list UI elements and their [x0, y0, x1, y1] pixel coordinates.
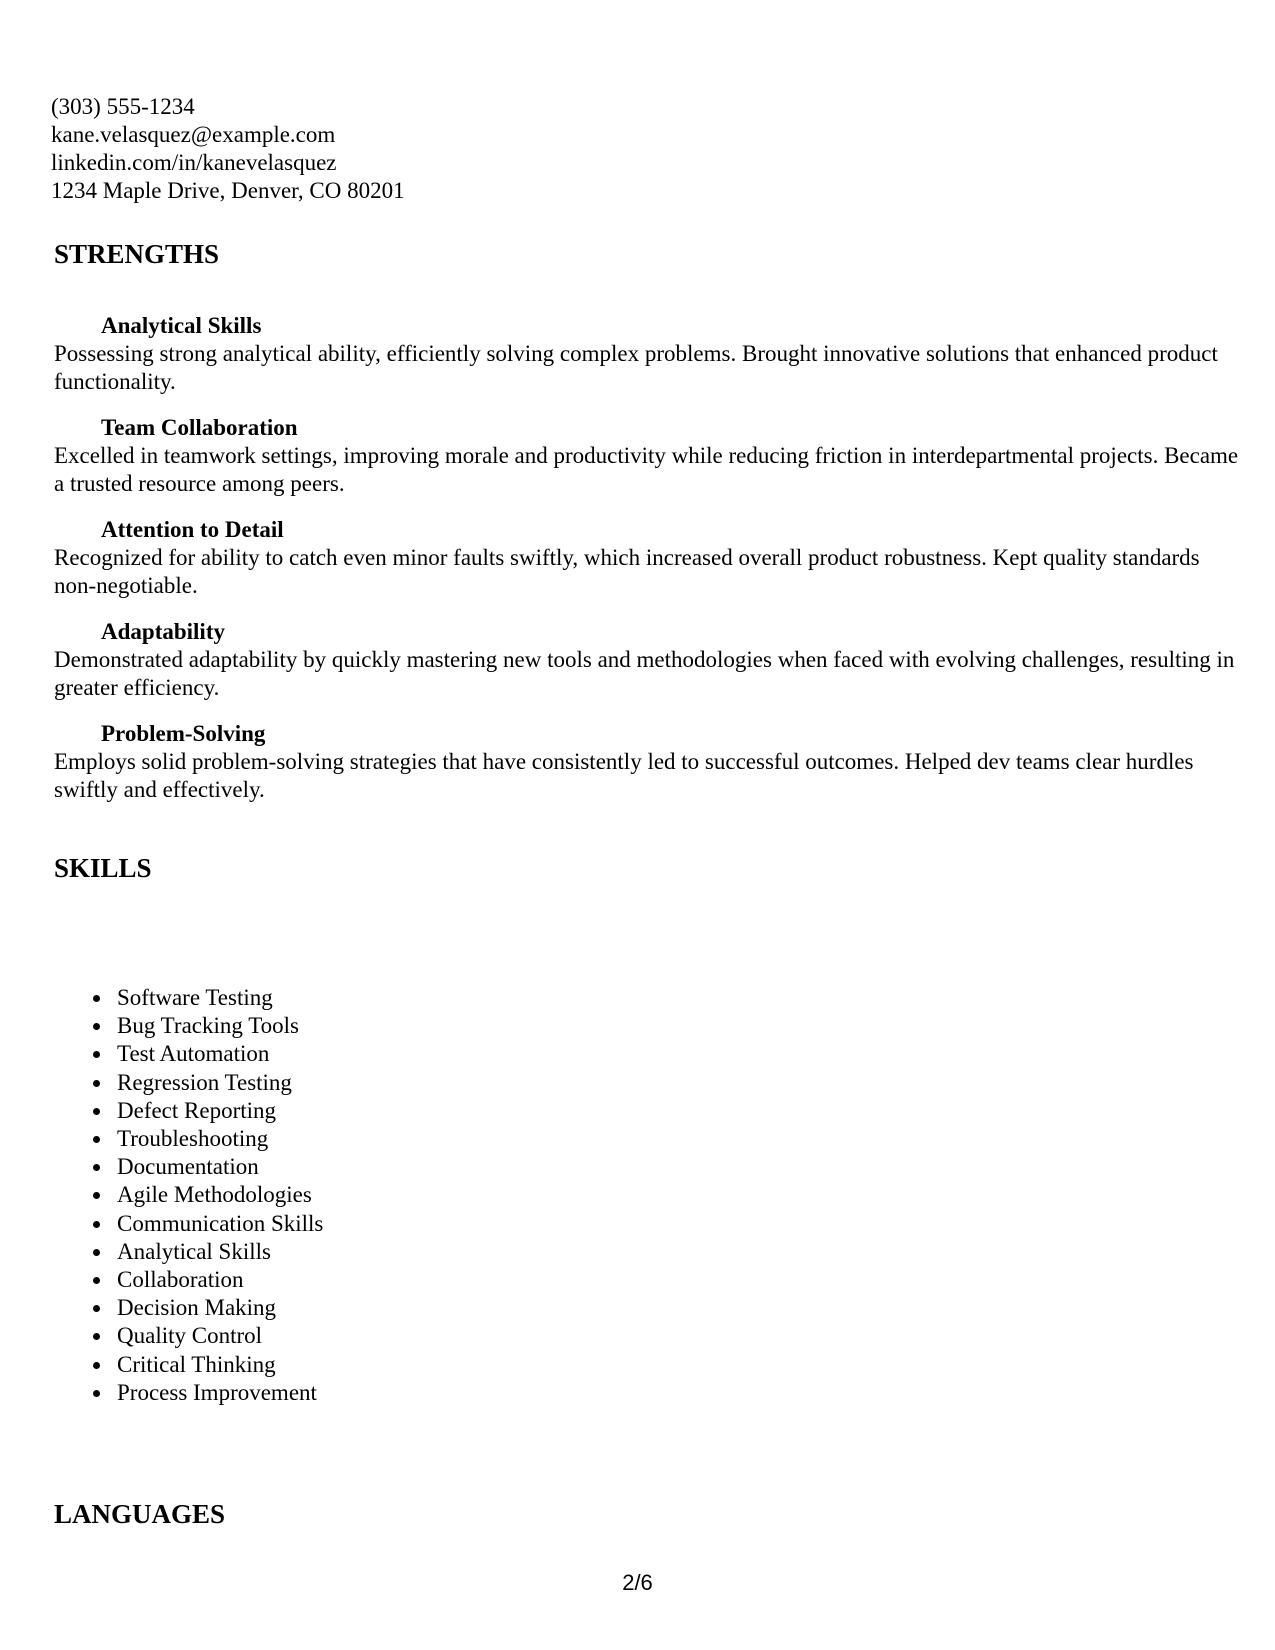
strength-item	[54, 720, 1244, 804]
strength-description: Possessing strong analytical ability, efficiently solving complex problems. Brought innovative solutions that enhanced product functionality.	[54, 341, 1218, 394]
strength-item	[54, 516, 1244, 600]
strengths-list	[54, 312, 1244, 822]
strength-title: Attention to Detail	[101, 517, 284, 542]
skill-item: Documentation	[54, 1153, 323, 1181]
skill-item: Critical Thinking	[54, 1351, 323, 1379]
strength-item	[54, 618, 1244, 702]
skill-item: Troubleshooting	[54, 1125, 323, 1153]
strength-title: Problem-Solving	[101, 721, 266, 746]
skill-item: Process Improvement	[54, 1379, 323, 1407]
skill-item: Test Automation	[54, 1040, 323, 1068]
strength-title: Team Collaboration	[101, 415, 298, 440]
skill-item: Agile Methodologies	[54, 1181, 323, 1209]
skill-item: Defect Reporting	[54, 1097, 323, 1125]
skill-item: Communication Skills	[54, 1210, 323, 1238]
contact-block	[51, 93, 405, 205]
skills-heading: SKILLS	[54, 853, 152, 883]
strength-title: Analytical Skills	[101, 313, 262, 338]
strength-item	[54, 312, 1244, 396]
strength-description: Employs solid problem-solving strategies that have consistently led to successful outcomes. Helped dev teams clear hurdles swiftly and effectively.	[54, 749, 1194, 802]
skill-item: Regression Testing	[54, 1069, 323, 1097]
strength-title: Adaptability	[101, 619, 225, 644]
contact-phone: (303) 555-1234	[51, 94, 195, 119]
strength-description: Excelled in teamwork settings, improving morale and productivity while reducing friction in interdepartmental projects. Became a trusted resource among peers.	[54, 443, 1239, 496]
skill-item: Software Testing	[54, 984, 323, 1012]
contact-email: kane.velasquez@example.com	[51, 122, 336, 147]
skill-item: Quality Control	[54, 1322, 323, 1350]
page-number: 2/6	[622, 1570, 653, 1595]
strength-description: Demonstrated adaptability by quickly mastering new tools and methodologies when faced with evolving challenges, resulting in greater efficiency.	[54, 647, 1235, 700]
skill-item: Bug Tracking Tools	[54, 1012, 323, 1040]
skill-item: Decision Making	[54, 1294, 323, 1322]
languages-heading: LANGUAGES	[54, 1499, 226, 1529]
strength-item	[54, 414, 1244, 498]
contact-linkedin: linkedin.com/in/kanevelasquez	[51, 150, 337, 175]
contact-address: 1234 Maple Drive, Denver, CO 80201	[51, 178, 405, 203]
skill-item: Analytical Skills	[54, 1238, 323, 1266]
skills-list	[54, 984, 323, 1407]
strength-description: Recognized for ability to catch even minor faults swiftly, which increased overall product robustness. Kept quality standards non-negotiable.	[54, 545, 1200, 598]
strengths-heading: STRENGTHS	[54, 239, 220, 269]
skill-item: Collaboration	[54, 1266, 323, 1294]
